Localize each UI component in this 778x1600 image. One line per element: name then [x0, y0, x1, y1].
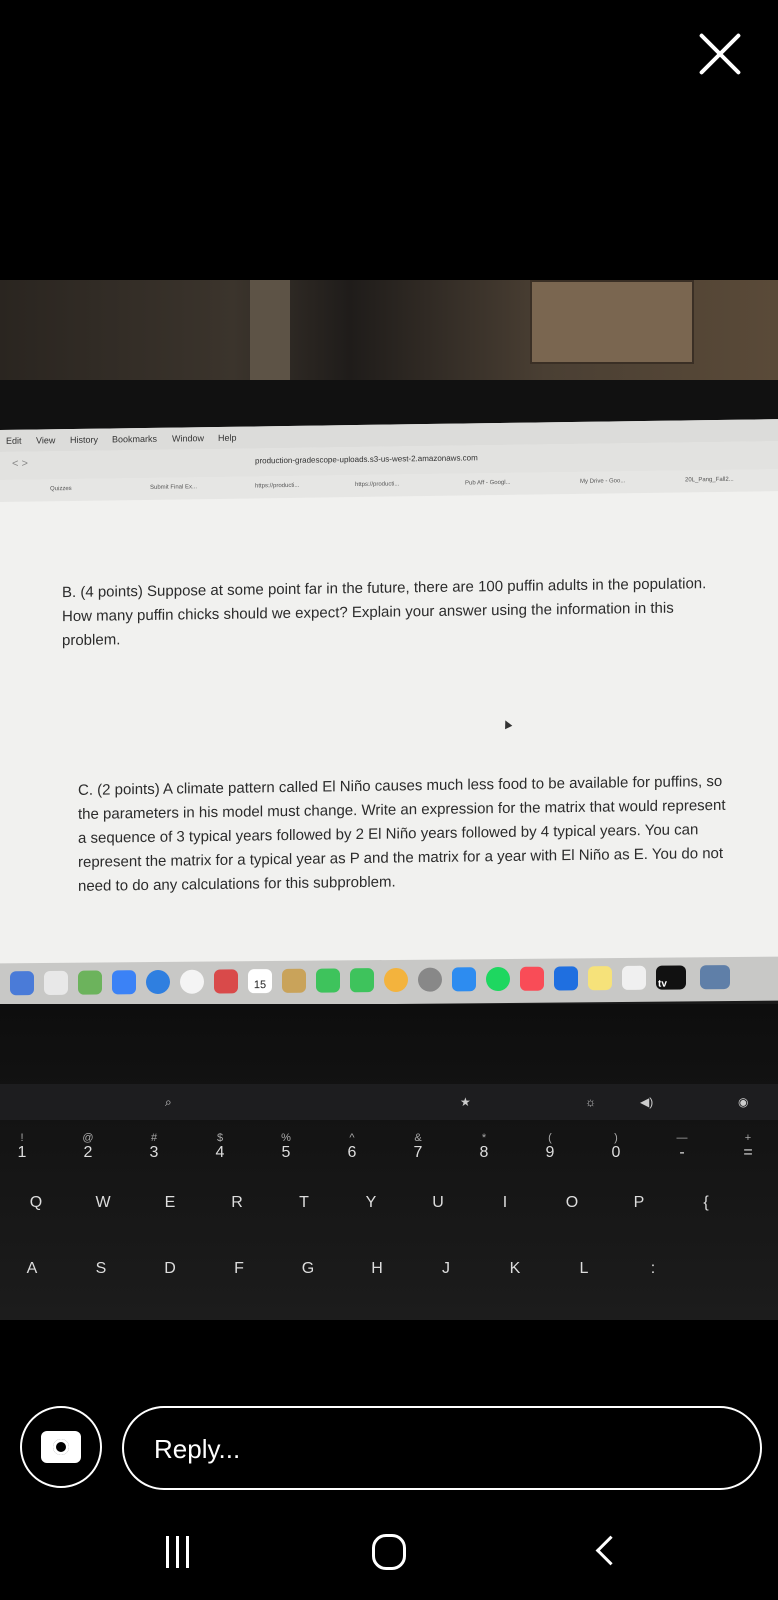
maps-icon[interactable]: [78, 971, 102, 995]
tv-label: tv: [658, 978, 667, 990]
launchpad-icon[interactable]: [44, 971, 68, 995]
menu-bookmarks[interactable]: Bookmarks: [112, 433, 158, 445]
photos-icon[interactable]: [384, 968, 408, 992]
bookmark-item[interactable]: 20L_Pang_Fall2...: [685, 476, 734, 484]
music-icon[interactable]: [520, 967, 544, 991]
key[interactable]: K: [509, 1260, 521, 1277]
touchbar-brightness-icon[interactable]: ☼: [585, 1095, 596, 1109]
notes-icon[interactable]: [588, 966, 612, 990]
key[interactable]: T: [299, 1194, 309, 1211]
key[interactable]: O: [565, 1194, 579, 1211]
key[interactable]: H: [371, 1260, 383, 1277]
bookmark-item[interactable]: Quizzes: [50, 485, 72, 493]
key[interactable]: ( 9: [545, 1132, 555, 1161]
preview-icon[interactable]: [700, 965, 730, 989]
key[interactable]: & 7: [413, 1132, 423, 1161]
apple-tv-icon[interactable]: [656, 965, 686, 989]
key[interactable]: E: [164, 1194, 176, 1211]
menu-edit[interactable]: Edit: [6, 435, 22, 446]
question-c: C. (2 points) A climate pattern called El Niño causes much less food to be available for puffins, so the parameters in his model must change. Write an expression for the matrix that would represent a sequence of 3 typical years followed by 2 El Niño years followed by 4 typical years. You can represent the matrix for a typical year as P and the matrix for a year with El Niño as E. You do not need to do any calculations for this subproblem.: [78, 772, 726, 895]
keyboard: [0, 1004, 778, 1320]
key[interactable]: I: [502, 1194, 508, 1211]
cabinet: [530, 280, 694, 364]
finder-icon[interactable]: [10, 971, 34, 995]
key[interactable]: :: [650, 1260, 656, 1277]
spotify-icon[interactable]: [486, 967, 510, 991]
settings-icon[interactable]: [418, 968, 442, 992]
menu-history[interactable]: History: [70, 434, 99, 446]
key[interactable]: % 5: [281, 1132, 291, 1161]
bookmark-item[interactable]: Submit Final Ex...: [150, 484, 198, 491]
camera-button[interactable]: [20, 1406, 102, 1488]
key[interactable]: — -: [676, 1132, 688, 1161]
touchbar-search-icon[interactable]: ⌕: [165, 1095, 172, 1109]
calendar-day: 15: [253, 979, 267, 992]
app-icon[interactable]: [214, 969, 238, 993]
touchbar-bookmark-icon[interactable]: ★: [460, 1095, 471, 1109]
key[interactable]: * 8: [479, 1132, 489, 1161]
key[interactable]: ) 0: [611, 1132, 621, 1161]
close-icon[interactable]: [694, 28, 746, 80]
key[interactable]: @ 2: [82, 1132, 94, 1161]
key[interactable]: L: [579, 1260, 589, 1277]
key[interactable]: Y: [365, 1194, 377, 1211]
reply-placeholder: Reply...: [154, 1434, 241, 1464]
menu-view[interactable]: View: [36, 435, 56, 446]
touch-bar[interactable]: [0, 1084, 778, 1120]
mouse-cursor-icon: [502, 719, 513, 730]
key[interactable]: A: [26, 1260, 38, 1277]
key[interactable]: ^ 6: [347, 1132, 357, 1161]
key[interactable]: R: [231, 1194, 243, 1211]
home-icon[interactable]: [372, 1534, 406, 1570]
mac-dock: [0, 957, 778, 1008]
back-icon[interactable]: [596, 1536, 626, 1566]
key[interactable]: U: [432, 1194, 444, 1211]
key[interactable]: G: [301, 1260, 315, 1277]
facetime-icon[interactable]: [316, 968, 340, 992]
story-photo: [0, 280, 778, 1320]
key[interactable]: D: [164, 1260, 176, 1277]
mail-icon[interactable]: [112, 970, 136, 994]
calendar-icon[interactable]: [248, 969, 272, 993]
touchbar-volume-icon[interactable]: ◀): [640, 1095, 654, 1109]
messages-icon[interactable]: [350, 968, 374, 992]
camera-icon: [41, 1431, 81, 1463]
document-page: [0, 491, 778, 970]
key[interactable]: # 3: [149, 1132, 159, 1161]
key[interactable]: Q: [29, 1194, 43, 1211]
reply-input[interactable]: [122, 1406, 762, 1490]
bookmark-item[interactable]: Pub Aff - Googl...: [465, 479, 511, 487]
door-frame: [250, 280, 290, 390]
bookmark-item[interactable]: https://producti...: [355, 481, 400, 489]
key[interactable]: {: [703, 1194, 709, 1211]
key[interactable]: $ 4: [215, 1132, 225, 1161]
bookmark-item[interactable]: https://producti...: [255, 482, 300, 490]
contacts-icon[interactable]: [282, 969, 306, 993]
menu-help[interactable]: Help: [218, 432, 237, 443]
recent-apps-icon[interactable]: [162, 1536, 192, 1568]
key[interactable]: J: [442, 1260, 450, 1277]
key[interactable]: F: [234, 1260, 244, 1277]
safari-icon[interactable]: [146, 970, 170, 994]
key[interactable]: S: [95, 1260, 107, 1277]
laptop-screen: [0, 419, 778, 970]
touchbar-siri-icon[interactable]: ◉: [738, 1095, 749, 1109]
room-background: [0, 280, 778, 390]
back-forward-icon[interactable]: < >: [12, 457, 28, 470]
key[interactable]: W: [95, 1194, 111, 1211]
key[interactable]: ! 1: [17, 1132, 27, 1161]
key[interactable]: P: [633, 1194, 645, 1211]
key[interactable]: + =: [743, 1132, 753, 1161]
chrome-icon[interactable]: [180, 970, 204, 994]
address-bar[interactable]: production-gradescope-uploads.s3-us-west-2.amazonaws.com: [255, 453, 478, 466]
bookmark-item[interactable]: My Drive - Goo...: [580, 478, 626, 485]
app-store-icon[interactable]: [452, 967, 476, 991]
textedit-icon[interactable]: [622, 966, 646, 990]
menu-window[interactable]: Window: [172, 433, 205, 444]
question-b: B. (4 points) Suppose at some point far in the future, there are 100 puffin adults in the population. How many puffin chicks should we expect? Explain your answer using the information in this problem.: [62, 575, 707, 650]
zoom-icon[interactable]: [554, 966, 578, 990]
